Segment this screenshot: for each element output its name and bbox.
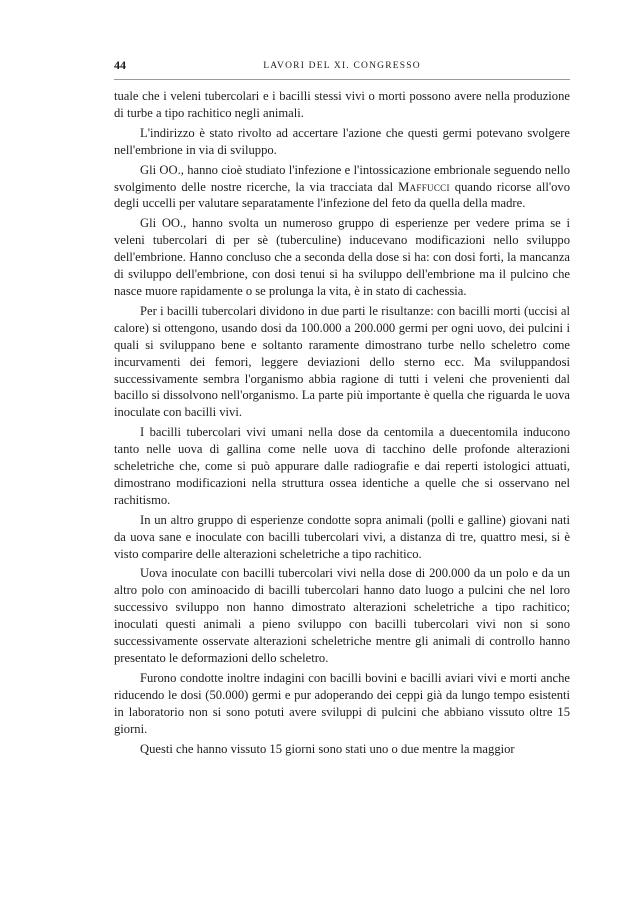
paragraph: Questi che hanno vissuto 15 giorni sono stati uno o due mentre la maggior bbox=[140, 741, 515, 756]
paragraph: tuale che i veleni tubercolari e i bacilli stessi vivi o morti possono avere nella produzione di turbe a tipo rachitico negli animali. bbox=[114, 89, 570, 120]
paragraph: I bacilli tubercolari vivi umani nella dose da centomila a duecentomila inducono tanto nelle uova di gallina come nelle uova di tacchino delle profonde alterazioni scheletriche che, come si può appurare dalle radiografie e dai reperti istologici attuati, dimostrano modificazioni nella struttura ossea identiche a quelle che si osservano nel rachitismo. bbox=[114, 425, 570, 507]
paragraph bbox=[114, 162, 570, 213]
paragraph: Uova inoculate con bacilli tubercolari vivi nella dose di 200.000 da un polo e da un altro polo con aminoacido di bacilli tubercolari hanno dato luogo a pulcini che nel loro successivo sviluppo non hanno dimostrato alterazioni scheletriche a tipo rachitico; inoculati questi animali a pieno sviluppo con bacilli tubercolari vivi non si sono successivamente osservate alterazioni scheletriche mentre gli animali di controllo hanno presentato le deformazioni dello scheletro. bbox=[114, 566, 570, 665]
paragraph: Gli OO., hanno svolta un numeroso gruppo di esperienze per vedere prima se i veleni tubercolari di per sè (tuberculine) inducevano modificazioni nello sviluppo dell'embrione. Hanno concluso che a seconda della dose si ha: con dosi forti, la mancanza di sviluppo dell'embrione, con dosi tenui si ha sviluppo dell'embrione ma il pulcino che nasce muore rapidamente o se prolunga la vita, è in stato di cachessia. bbox=[114, 216, 570, 298]
running-title: LAVORI DEL XI. CONGRESSO bbox=[263, 61, 421, 71]
author-name: Maffucci bbox=[398, 179, 450, 194]
paragraph-text: Gli OO., hanno cioè studiato l'infezione e l'intossicazione embrionale seguendo nello svolgimento delle nostre ricerche, la via tracciata dal bbox=[114, 162, 570, 194]
header-rule bbox=[114, 79, 570, 80]
paragraph: In un altro gruppo di esperienze condotte sopra animali (polli e galline) giovani nati da uova sane e inoculate con bacilli tubercolari vivi, a distanza di tre, quattro mesi, si è visto comparire delle alterazioni scheletriche a tipo rachitico. bbox=[114, 512, 570, 561]
paragraph: Furono condotte inoltre indagini con bacilli bovini e bacilli aviari vivi e morti anche riducendo le dosi (50.000) germi e pur adoperando dei ceppi già da lungo tempo esistenti in laboratorio non si sono potuti avere sviluppi di pulcini che abbiano vissuto oltre 15 giorni. bbox=[114, 670, 570, 736]
paragraph: Per i bacilli tubercolari dividono in due parti le risultanze: con bacilli morti (uccisi al calore) si ottengono, usando dosi da 100.000 a 200.000 germi per ogni uovo, dei pulcini i quali si sviluppano bene e soltanto raramente dimostrano turbe nello scheletro come incurvamenti dei femori, leggere deviazioni dello sterno ecc. Ma sviluppandosi successivamente sembra l'organismo abbia ragione di tutti i veleni che provenienti dal bacillo si dissolvono nell'organismo. La parte più importante è quella che riguarda le uova inoculate con bacilli vivi. bbox=[114, 303, 570, 420]
paragraph: L'indirizzo è stato rivolto ad accertare l'azione che questi germi potevano svolgere nell'embrione in via di sviluppo. bbox=[114, 125, 570, 157]
body-text bbox=[114, 88, 570, 760]
paragraph-text: quando ricorse all'ovo degli uccelli per valutare separatamente l'infezione del feto da quella della madre. bbox=[114, 179, 570, 211]
page-header bbox=[114, 58, 570, 78]
page-number: 44 bbox=[114, 58, 126, 72]
